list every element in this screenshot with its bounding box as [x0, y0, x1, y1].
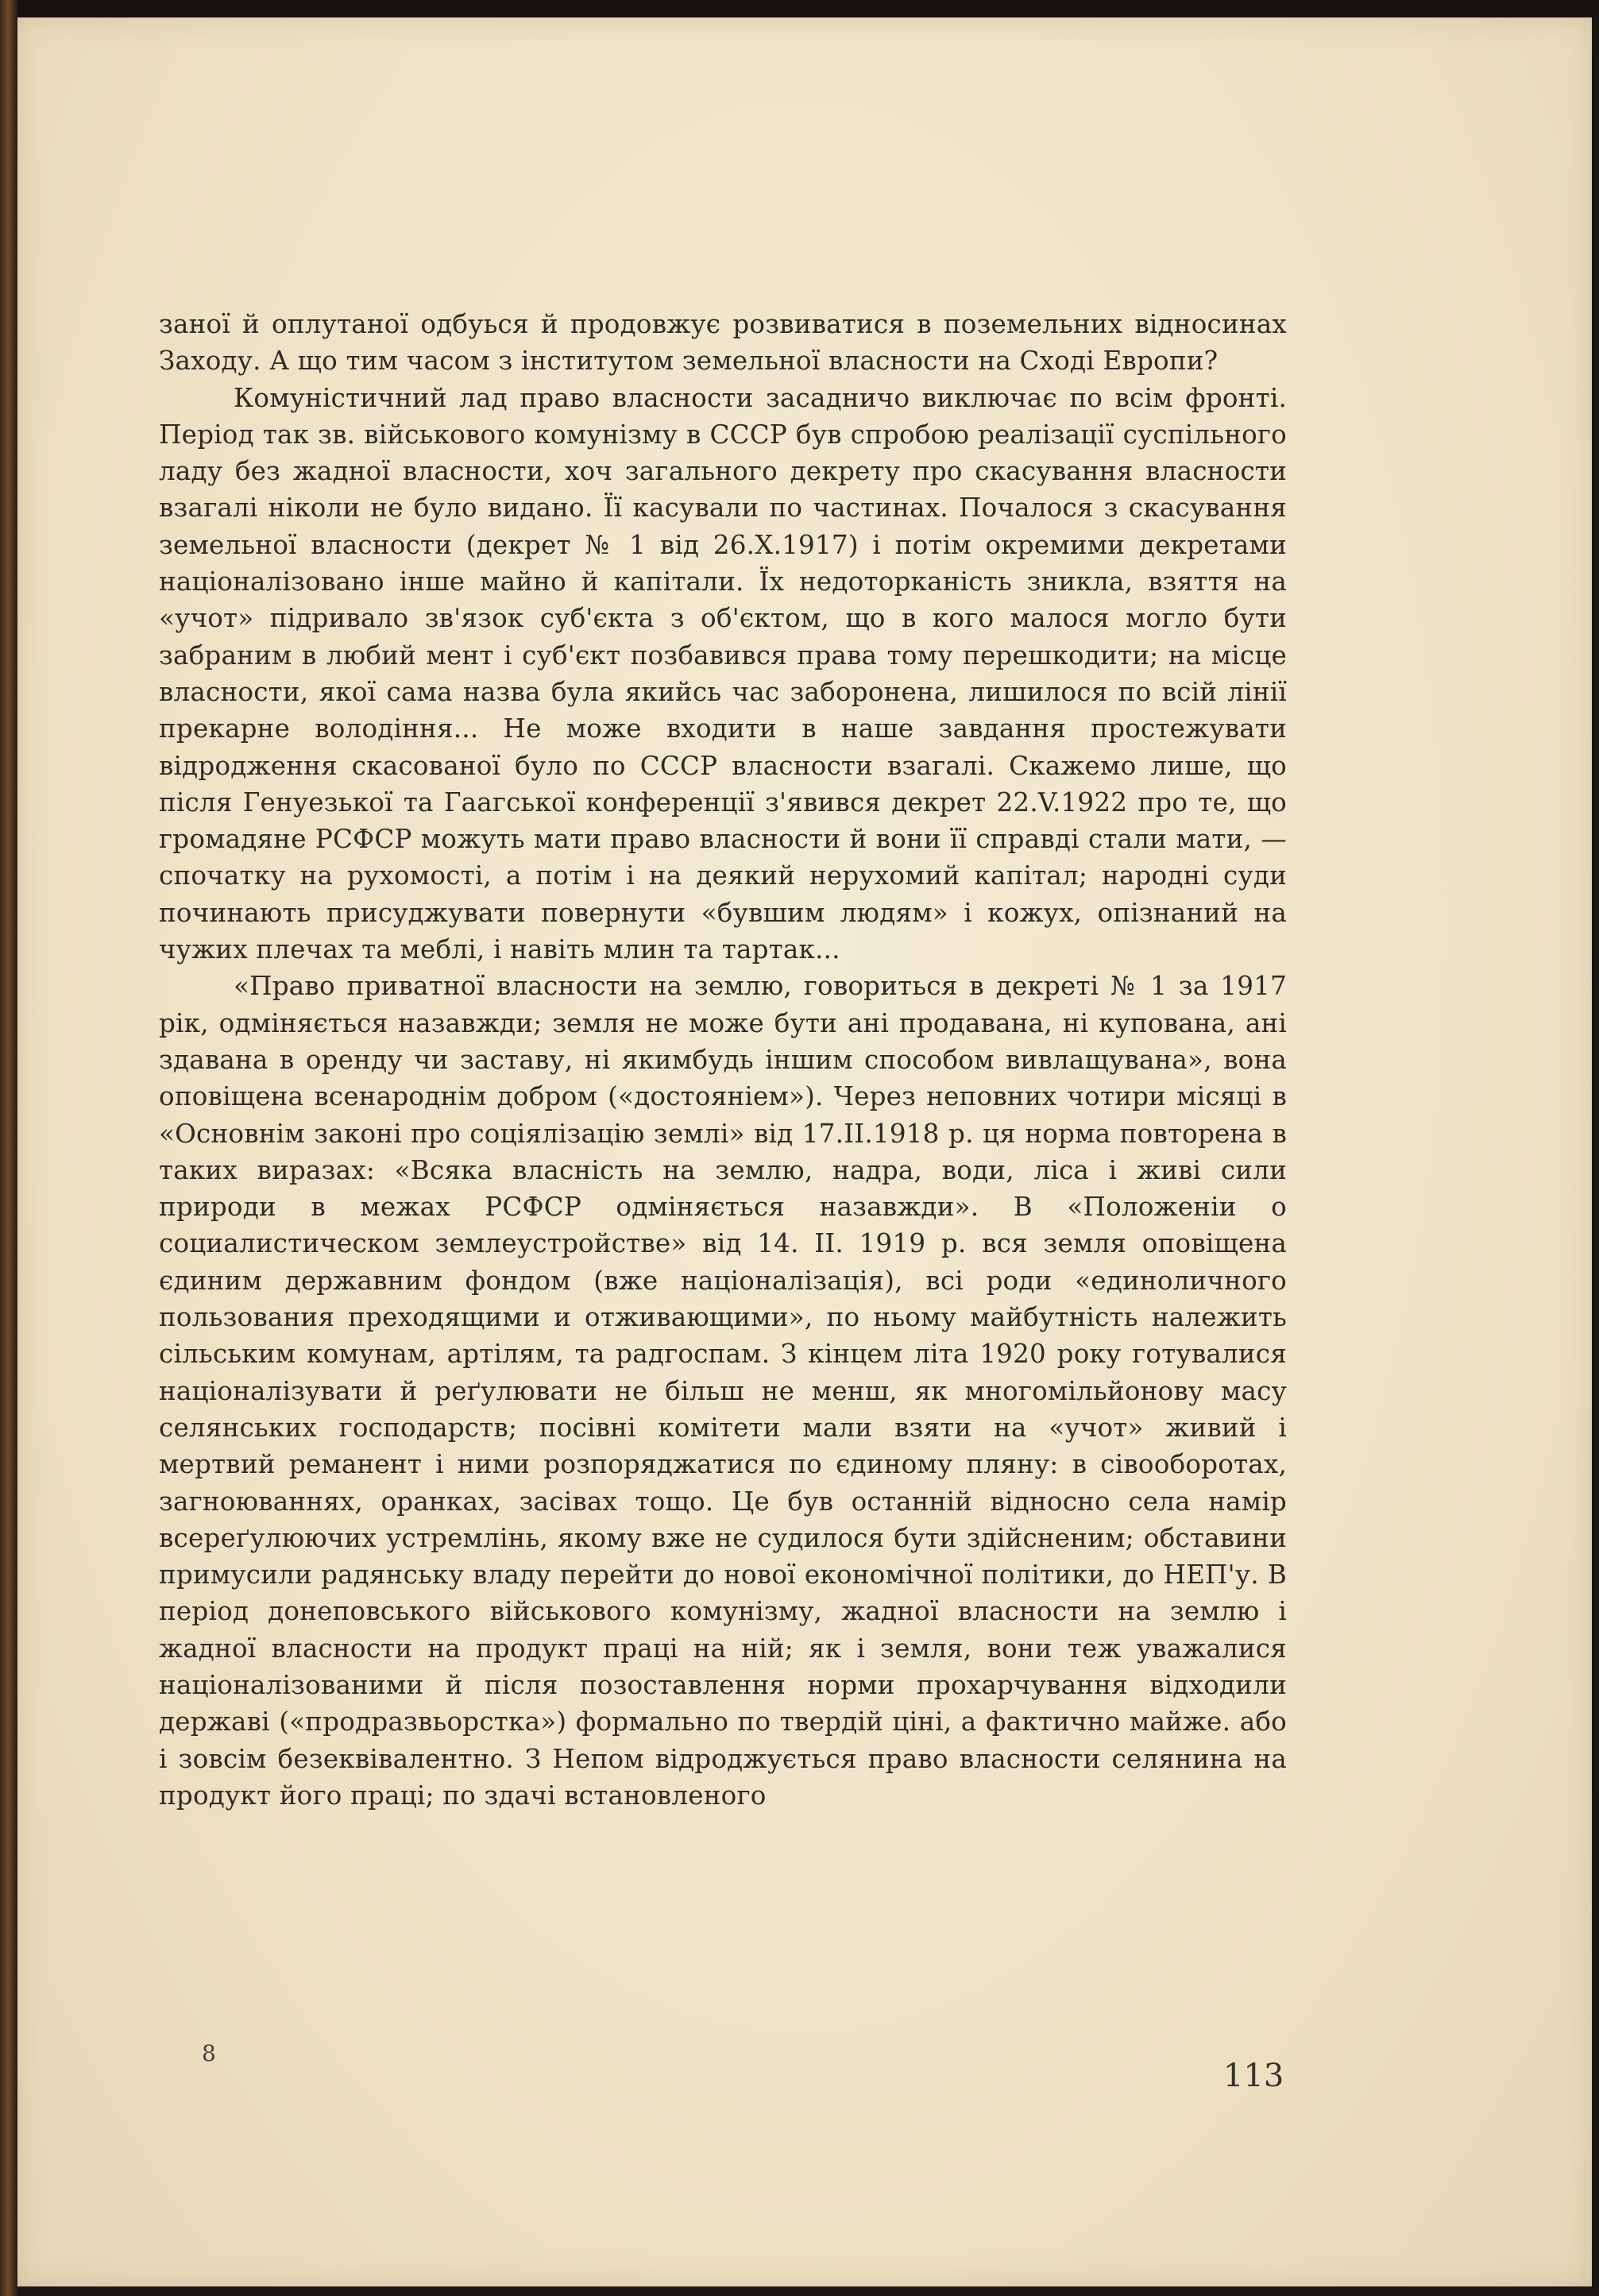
scan-top-edge [0, 0, 1599, 17]
book-binding-edge [0, 0, 17, 2296]
paragraph-continuation: заної й оплутаної одбуься й продовжує розвиватися в поземельних відносинах Заходу. А що тим часом з інститутом земельної власности на Сході Европи? [159, 309, 1287, 377]
body-text [159, 306, 1287, 1814]
paragraph-communist-order: Комуністичний лад право власности засадничо виключає по всім фронті. Період так зв. військового комунізму в СССР був спробою реалізації суспільного ладу без жадної власности, хоч загального декрету про скасування власности взагалі ніколи не було видано. Її касували по частинах. Почалося з скасування земельної власности (декрет № 1 від 26.X.1917) і потім окремими декретами націоналізовано інше майно й капітали. Їх недоторканість зникла, взяття на «учот» підривало зв'язок суб'єкта з об'єктом, що в кого малося могло бути забраним в любий мент і суб'єкт позбавився права тому перешкодити; на місце власности, якої сама назва була якийсь час заборонена, лишилося по всій лінії прекарне володіння... Не може входити в наше завдання простежувати відродження скасованої було по СССР власности взагалі. Скажемо лише, що після Генуезької та Гаагської конференції з'явився декрет 22.V.1922 про те, що громадяне РСФСР можуть мати право власности й вони її справді стали мати, — спочатку на рухомості, а потім і на деякий нерухомий капітал; народні суди починають присуджувати повернути «бувшим людям» і кожух, опізнаний на чужих плечах та меблі, і навіть млин та тартак... [159, 382, 1287, 965]
signature-mark: 8 [202, 2040, 216, 2066]
page-number: 113 [1223, 2058, 1284, 2094]
paragraph-land-decree: «Право приватної власности на землю, говориться в декреті № 1 за 1917 рік, одміняється назавжди; земля не може бути ані продавана, ні купована, ані здавана в оренду чи заставу, ні якимбудь іншим способом вивлащувана», вона оповіщена всенароднім добром («достояніем»). Через неповних чотири місяці в «Основнім законі про соціялізацію землі» від 17.II.1918 р. ця норма повторена в таких виразах: «Всяка власність на землю, надра, води, ліса і живі сили природи в межах РСФСР одміняється назавжди». В «Положеніи о социалистическом землеустройстве» від 14. II. 1919 р. вся земля оповіщена єдиним державним фондом (вже націоналізація), всі роди «единоличного пользования преходящими и отживающими», по ньому майбутність належить сільським комунам, артілям, та радгоспам. З кінцем літа 1920 року готувалися націоналізувати й реґулювати не більш не менш, як многомільйонову масу селянських господарств; посівні комітети мали взяти на «учот» живий і мертвий реманент і ними розпоряджатися по єдиному пляну: в сівооборотах, загноюваннях, оранках, засівах тощо. Це був останній відносно села намір всереґулюючих устремлінь, якому вже не судилося бути здійсненим; обставини примусили радянську владу перейти до нової економічної політики, до НЕП'у. В період донеповського військового комунізму, жадної власности на землю і жадної власности на продукт праці на ній; як і земля, вони теж уважалися націоналізованими й після позоставлення норми прохарчування відходили державі («продразвьорстка») формально по твердій ціні, а фактично майже. або і зовсім безеквівалентно. З Непом відроджується право власности селянина на продукт його праці; по здачі встановленого [159, 971, 1287, 1811]
